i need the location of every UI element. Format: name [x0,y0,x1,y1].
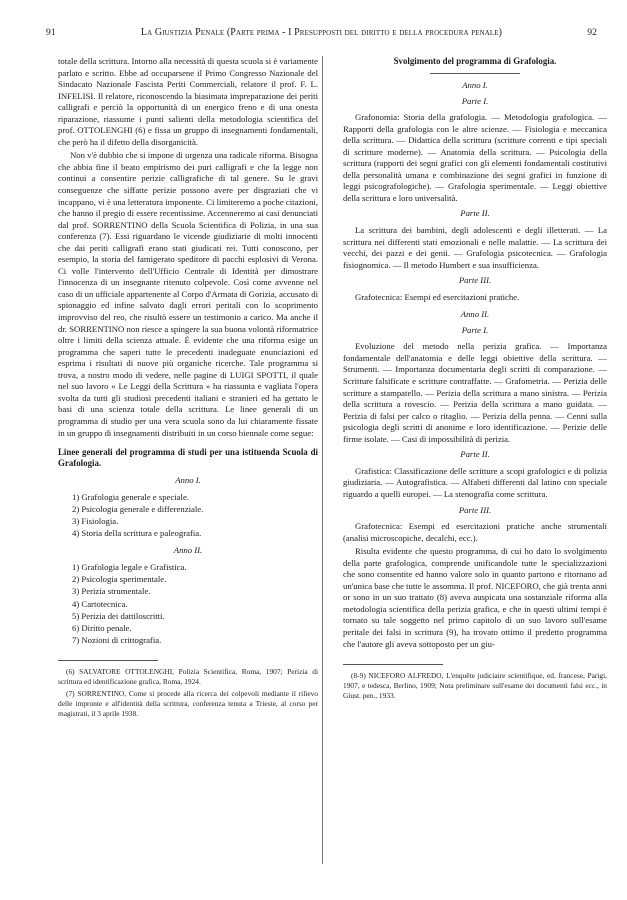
list-item: 1) Grafologia generale e speciale. [72,491,189,502]
list-item: 4) Storia della scrittura e paleografia. [72,528,202,539]
list-item: 3) Fisiologia. [72,516,119,526]
list-item: 7) Nozioni di crittografia. [72,635,162,646]
footnote-rule [343,664,443,665]
year-label: Anno II. [173,545,203,556]
running-header [46,22,597,42]
part-label: Parte I. [461,324,489,335]
footnote-rule [58,660,158,661]
course-list-year-1 [58,491,318,540]
section-title: Linee generali del programma di studi per una istituenda Scuola di Grafologia. [58,447,318,469]
list-item: 5) Perizia dei dattiloscritti. [72,610,165,621]
paragraph: Risulta evidente che questo programma, di cui ho dato lo svolgimento della parte grafologica, comprende unificandole tutte le specializzazioni che sono consentite ed hanno valore solo in quanto partono e ritornano ad un'unica base che tutte le assomma. Il prof. NICEFORO, che già trenta anni or sono in un suo trattato (8) aveva auspicata una sostanziale riforma alla metodologia scientifica della perizia grafica, e che in questi ultimi tempi è tornato su tale soggetto nel primo capitolo di un suo lavoro sull'esame peritale dei falsi in scrittura (9), ha trovato ottimo il predetto programma che l'autore gli aveva sottoposto per un giu- [343,546,607,649]
paragraph: Grafistica: Classificazione delle scritture a scopi grafologici e di polizia giudiziaria. — Autografistica. — Alfabeti differenti dal latino con speciale riguardo a quelli europei. — La stenografia come scrittura. [343,465,607,499]
left-column [58,56,318,721]
course-list-year-2 [58,561,318,646]
part-label: Parte II. [460,208,490,219]
year-label: Anno I. [462,80,488,90]
list-item: 2) Psicologia generale e differenziale. [72,503,204,514]
paragraph: Grafonomia: Storia della grafologia. — Metodologia grafologica. — Rapporti della grafologia con le altre scienze. — Fisiologia e meccanica della scrittura. — Didattica della scrittura (scritture correnti e tipi speciali di scritture moderne). — Anatomia della scrittura. — Psicologia della scrittura (rapporti dei segni grafici con gli elementi fondamentali costitutivi della personalità umana e combinazione dei segni grafici in funzione di leggi psicografologiche). — Grafologia sperimentale. — Leggi obiettive della scrittura e loro universalità. [343,112,607,203]
running-title: La Giustizia Penale (Parte prima - I Presupposti del diritto e della procedura penale) [140,26,503,38]
list-item: 6) Diritto penale. [72,622,132,633]
paragraph: Grafotecnica: Esempi ed esercitazioni pratiche anche strumentali (analisi microscopiche, decalchi, ecc.). [343,521,607,543]
footnote: (6) SALVATORE OTTOLENGHI, Polizia Scientifica, Roma, 1907; Perizia di scrittura ed identificazione grafica, Roma, 1924. [58,667,318,687]
column-divider [322,56,323,864]
title-rule [430,73,520,74]
right-column [343,56,607,703]
footnotes [343,671,607,701]
paragraph: totale della scrittura. Intorno alla necessità di questa scuola si è variamente parlato e scritto. Ebbe ad occuparsene il Primo Congresso Nazionale del Sindacato Nazionale Fascista Periti Commerciali, relatore il prof. F. L. INFELISI. Il relatore, riconoscendo la biasimata impreparazione dei periti calligrafi e perciò la opportunità di un energico freno e di una onesta riparazione, riassume i punti salienti della metodologia scientifica del prof. OTTOLENGHI (6) e fissa un gruppo di insegnamenti fondamentali, che però ha il difetto della disorganicità. [58,56,318,147]
section-title: Svolgimento del programma di Grafologia. [393,56,557,66]
list-item: 3) Perizia strumentale. [72,586,151,597]
paragraph: Grafotecnica: Esempi ed esercitazioni pratiche. [355,291,520,302]
list-item: 2) Psicologia sperimentale. [72,574,167,585]
footnotes [58,667,318,719]
left-page-number: 91 [46,26,56,38]
part-label: Parte I. [461,95,489,106]
list-item: 4) Cartotecnica. [72,598,128,609]
footnote: (8-9) NICEFORO ALFREDO, L'enquête judiciaire scientifique, ed. francese, Parigi, 1907, e tedesca, Berlino, 1909; Nota preliminare sull'esame dei documenti falsi ecc., in Giust. pen., 1933. [343,671,607,701]
year-label: Anno II. [460,309,490,320]
paragraph: La scrittura dei bambini, degli adolescenti e degli illetterati. — La scrittura nei differenti stati emozionali e nelle malattie. — La scrittura dei vecchi, dei pazzi e dei genii. — Grafologia psicotecnica. — Grafologia fisiognomica. — Il metodo Humbert e sua insufficienza. [343,225,607,270]
right-page-number: 92 [587,26,597,38]
part-label: Parte III. [458,275,492,286]
paragraph: Non v'è dubbio che si impone di urgenza una radicale riforma. Bisogna che abbia fine il beato empirismo dei puri calligrafi e che la legge non continui a consentire perizie calligrafiche di tal genere. Su le gravi conseguenze che siffatte perizie possono avere per disgraziati che vi incappano, vi è una letteratura imponente. Ci limiteremo a poche citazioni, che hanno il pregio di essere recentissime. Accenneremo ai casi denunciati dal prof. SORRENTINO della Scuola Scientifica di Polizia, in una sua conferenza (7). Essi riguardano le vicende giudiziarie di molti innocenti che dai periti calligrafi erano stati giudicati rei. Tutti conoscono, per esempio, la storia del famigerato speditore di pacchi esplosivi di Verona. Ci volle l'intervento dell'Ufficio Centrale di Identità per dimostrare l'innocenza di un insegnante ritenuto colpevole. Così come avvenne nel caso di un ufficiale appartenente al Corpo d'Armata di Gorizia, accusato di spionaggio ed infine salvato dagli errori peritali con lo scoprimento improvviso del reo, che risultò essere un testimonio a carico. Ma anche il dr. SORRENTINO non riesce a spingere la sua buona volontà riformatrice oltre i limiti della scienza attuale. È evidente che una riforma esige un programma che saperi tutte le precedenti inadeguate enunciazioni ed esprima i risultati di nuove più organiche ricerche. Tale programma si trova, a nostro modo di vedere, nelle pagine di LUIGI SPOTTI, il quale nel suo lavoro « Le Leggi della Scrittura » ha riassunta e vagliata l'opera svolta da tutti gli studiosi precedenti italiani e stranieri ed ha gettato le basi di una scienza totale della scrittura. Le linee generali di un programma di studio per una vera scuola sono da lui chiaramente fissate in un gruppo di insegnamenti distribuiti in un corso biennale come segue: [58,150,318,438]
part-label: Parte II. [460,449,490,460]
paragraph: Evoluzione del metodo nella perizia grafica. — Importanza fondamentale dell'anatomia e delle leggi obiettive della scrittura. — Strumenti. — Importanza documentaria degli scritti di comparazione. — Scritture falsificate e scritture contraffatte. — Grafometria. — Perizia delle scritture a stampatello. — Perizia della scrittura a mano sinistra. — Perizia della scrittura a rovescio. — Perizia della scrittura a mano guidata. — Perizia di falsi per calco o ritaglio. — Perizia della penna. — Cenni sulla psicologia degli scritti di anonime e loro identificazione. — Perizie delle firme isolate. — Casi di impossibilità di perizia. [343,341,607,444]
year-label: Anno I. [175,475,201,486]
list-item: 1) Grafologia legale e Grafistica. [72,561,187,572]
part-label: Parte III. [458,504,492,515]
footnote: (7) SORRENTINO, Come si procede alla ricerca dei colpevoli mediante il rilievo delle impronte e all'identità della scrittura, conferenza tenuta a Trieste, al corso per magistrati, il 3 aprile 1938. [58,689,318,719]
